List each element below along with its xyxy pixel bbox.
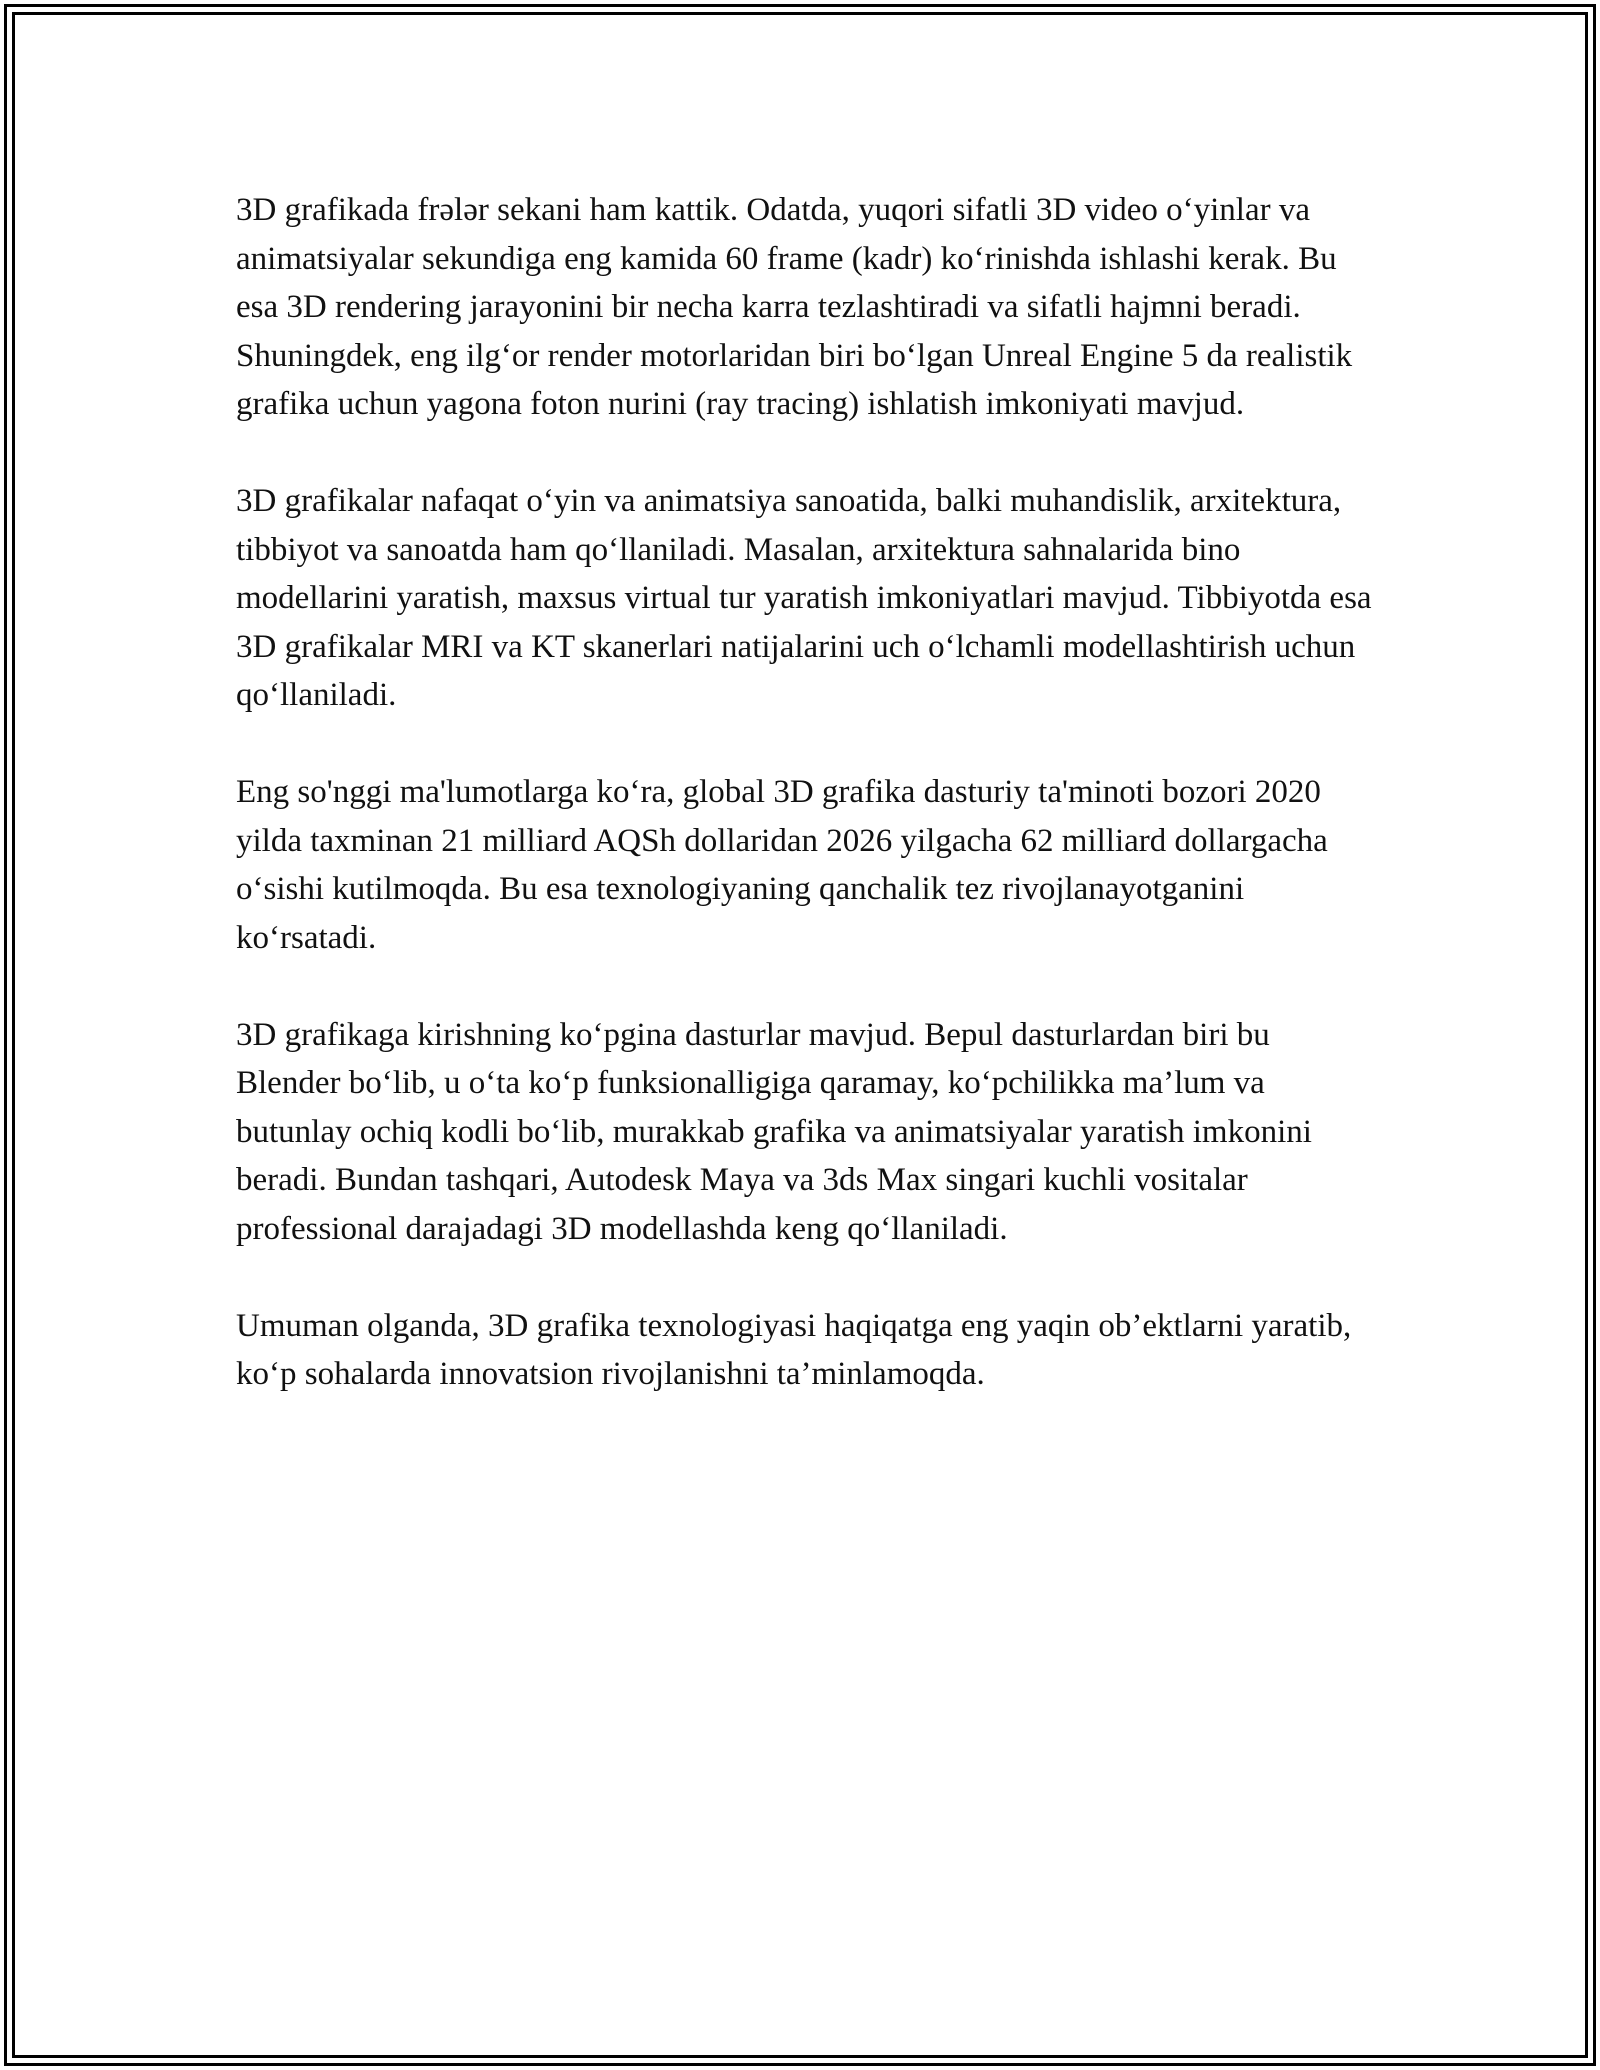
document-body	[236, 186, 1376, 1447]
paragraph-applications: 3D grafikalar nafaqat o‘yin va animatsiya sanoatida, balki muhandislik, arxitektura, tibbiyot va sanoatda ham qo‘llaniladi. Masalan, arxitektura sahnalarida bino modellarini yaratish, maxsus virtual tur yaratish imkoniyatlari mavjud. Tibbiyotda esa 3D grafikalar MRI va KT skanerlari natijalarini uch o‘lchamli modellashtirish uchun qo‘llaniladi.	[236, 483, 1372, 713]
paragraph-conclusion: Umuman olganda, 3D grafika texnologiyasi haqiqatga eng yaqin ob’ektlarni yaratib, ko‘p sohalarda innovatsion rivojlanishni ta’minlamoqda.	[236, 1307, 1352, 1392]
paragraph-software: 3D grafikaga kirishning ko‘pgina dasturlar mavjud. Bepul dasturlardan biri bu Blender bo‘lib, u o‘ta ko‘p funksionalligiga qaramay, ko‘pchilikka ma’lum va butunlay ochiq kodli bo‘lib, murakkab grafika va animatsiyalar yaratish imkonini beradi. Bundan tashqari, Autodesk Maya va 3ds Max singari kuchli vositalar professional darajadagi 3D modellashda keng qo‘llaniladi.	[236, 1016, 1312, 1247]
paragraph-market: Eng so'nggi ma'lumotlarga ko‘ra, global 3D grafika dasturiy ta'minoti bozori 2020 yilda taxminan 21 milliard AQSh dollaridan 2026 yilgacha 62 milliard dollargacha o‘sishi kutilmoqda. Bu esa texnologiyaning qanchalik tez rivojlanayotganini ko‘rsatadi.	[236, 774, 1328, 956]
paragraph-frame-rate: 3D grafikada frələr sekani ham kattik. Odatda, yuqori sifatli 3D video o‘yinlar va animatsiyalar sekundiga eng kamida 60 frame (kadr) ko‘rinishda ishlashi kerak. Bu esa 3D rendering jarayonini bir necha karra tezlashtiradi va sifatli hajmni beradi. Shuningdek, eng ilg‘or render motorlaridan biri bo‘lgan Unreal Engine 5 da realistik grafika uchun yagona foton nurini (ray tracing) ishlatish imkoniyati mavjud.	[236, 192, 1353, 422]
